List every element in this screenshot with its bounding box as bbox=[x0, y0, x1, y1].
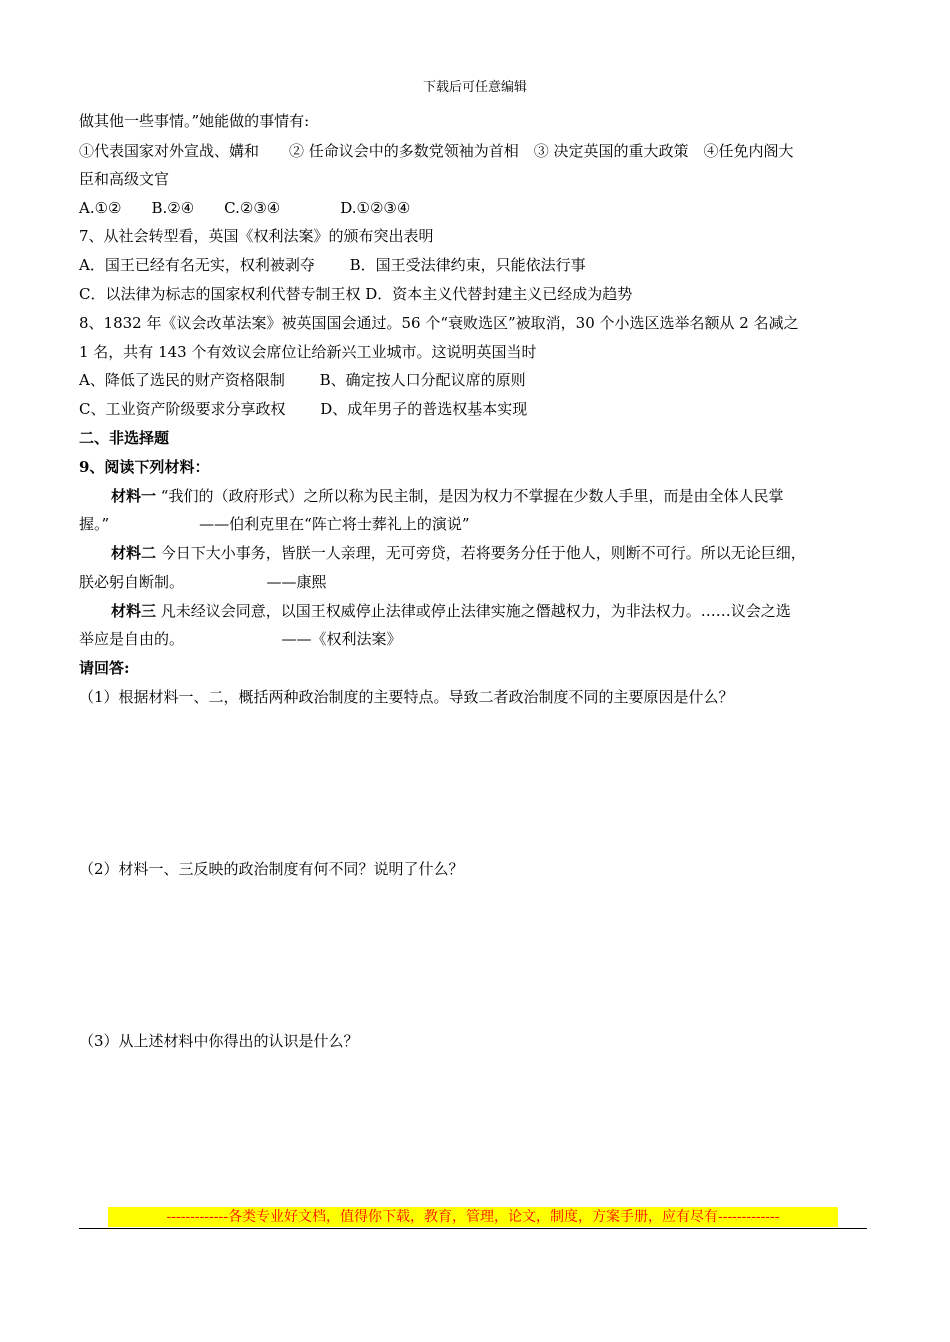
q8-options-line1: A、降低了选民的财产资格限制 B、确定按人口分配议席的原则 bbox=[79, 371, 526, 389]
material-3-line1 bbox=[111, 601, 791, 621]
sub-question-3: （3）从上述材料中你得出的认识是什么？ bbox=[79, 1032, 359, 1050]
answer-prompt: 请回答: bbox=[79, 659, 130, 677]
footer-divider bbox=[79, 1228, 867, 1229]
material-2-line2: 朕必躬自断制。 ——康熙 bbox=[79, 573, 327, 591]
q6-items-line1: ①代表国家对外宣战、媾和 ② 任命议会中的多数党领袖为首相 ③ 决定英国的重大政策 ④任免内阁大 bbox=[79, 142, 794, 160]
material-1-text: “我们的（政府形式）之所以称为民主制，是因为权力不掌握在少数人手里，而是由全体人民掌 bbox=[156, 487, 784, 505]
section-title: 二、非选择题 bbox=[79, 429, 170, 447]
material-3-text: 凡未经议会同意，以国王权威停止法律或停止法律实施之僭越权力，为非法权力。……议会之选 bbox=[156, 602, 791, 620]
material-3-label: 材料三 bbox=[111, 602, 157, 620]
q8-options-line2: C、工业资产阶级要求分享政权 D、成年男子的普选权基本实现 bbox=[79, 400, 528, 418]
q7-options-line2: C．以法律为标志的国家权利代替专制王权 D．资本主义代替封建主义已经成为趋势 bbox=[79, 285, 633, 303]
q6-options: A.①② B.②④ C.②③④ D.①②③④ bbox=[79, 199, 411, 217]
material-2-text: 今日下大小事务，皆朕一人亲理，无可旁贷，若将要务分任于他人，则断不可行。所以无论巨细， bbox=[156, 544, 806, 562]
q8-stem-line2: 1 名，共有 143 个有效议会席位让给新兴工业城市。这说明英国当时 bbox=[79, 343, 537, 361]
q9-title: 9、阅读下列材料： bbox=[79, 458, 210, 476]
material-3-line2: 举应是自由的。 ——《权利法案》 bbox=[79, 630, 402, 648]
q6-items-line2: 臣和高级文官 bbox=[79, 170, 170, 188]
q8-stem-line1: 8、1832 年《议会改革法案》被英国国会通过。56 个“衰败选区”被取消，30 个小选区选举名额从 2 名减之 bbox=[79, 314, 799, 332]
material-1-line2: 握。” ——伯利克里在“阵亡将士葬礼上的演说” bbox=[79, 515, 470, 533]
page-header: 下载后可任意编辑 bbox=[422, 80, 527, 95]
material-2-line1 bbox=[111, 543, 806, 563]
q6-stem-tail: 做其他一些事情。”她能做的事情有: bbox=[79, 112, 310, 130]
material-2-label: 材料二 bbox=[111, 544, 157, 562]
q7-stem: 7、从社会转型看，英国《权利法案》的颁布突出表明 bbox=[79, 227, 434, 245]
footer-banner: -------------各类专业好文档，值得你下载，教育，管理，论文，制度，方案手册，应有尽有------------- bbox=[108, 1207, 838, 1227]
material-1-line1 bbox=[111, 486, 783, 506]
sub-question-2: （2）材料一、三反映的政治制度有何不同？说明了什么？ bbox=[79, 860, 464, 878]
sub-question-1: （1）根据材料一、二，概括两种政治制度的主要特点。导致二者政治制度不同的主要原因是什么？ bbox=[79, 688, 734, 706]
q7-options-line1: A．国王已经有名无实，权利被剥夺 B．国王受法律约束，只能依法行事 bbox=[79, 256, 586, 274]
material-1-label: 材料一 bbox=[111, 487, 157, 505]
